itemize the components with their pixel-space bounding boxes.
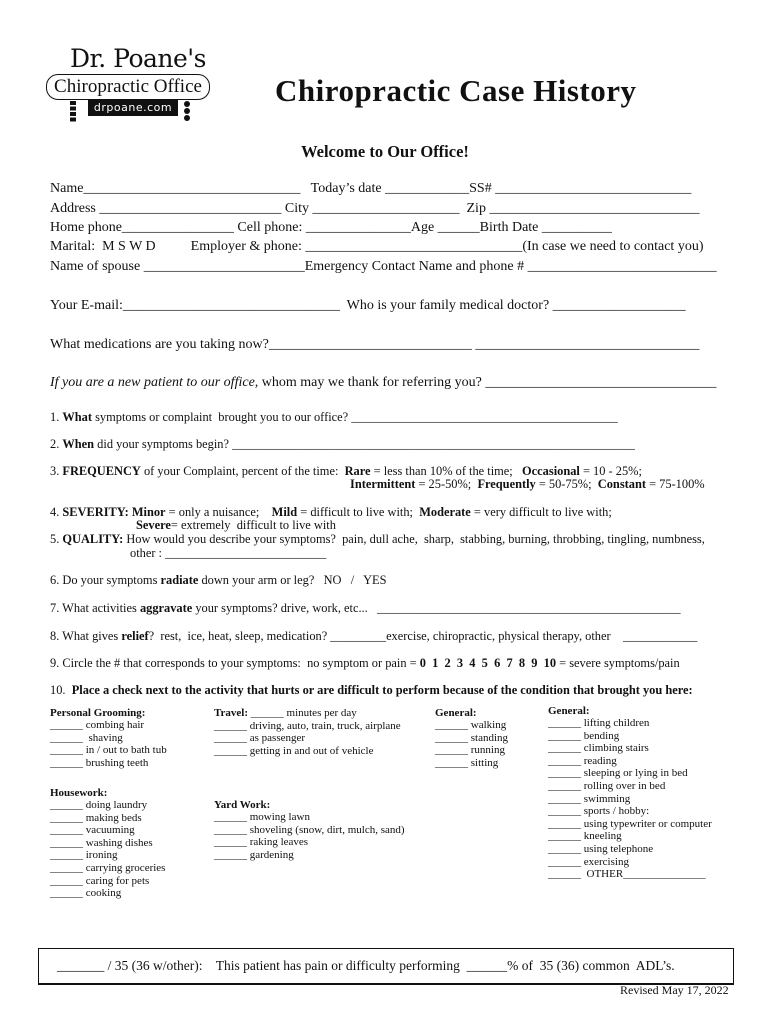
list-item[interactable]: ______ carrying groceries bbox=[50, 861, 166, 874]
spine-icon bbox=[68, 100, 78, 122]
list-item[interactable]: ______ washing dishes bbox=[50, 836, 153, 849]
general-section-2 bbox=[548, 705, 712, 881]
list-item[interactable]: ______ cooking bbox=[50, 887, 122, 900]
list-item[interactable]: ______ bending bbox=[548, 729, 620, 742]
list-item[interactable]: ______ sitting bbox=[435, 756, 499, 769]
page-title: Chiropractic Case History bbox=[275, 73, 637, 108]
spine-icon bbox=[180, 100, 194, 122]
question-9[interactable]: 9. Circle the # that corresponds to your symptoms: no symptom or pain = 0 1 2 3 4 5 6 7 8 9 10 = severe symptoms/pain bbox=[50, 656, 680, 670]
list-item[interactable]: ______ running bbox=[435, 744, 505, 757]
list-item[interactable]: ______ OTHER_______________ bbox=[548, 868, 706, 881]
list-item[interactable]: ______ using telephone bbox=[548, 842, 654, 855]
medications-line[interactable]: What medications are you taking now?_____________________________ ________________________________ bbox=[50, 337, 700, 352]
referral-line[interactable]: If you are a new patient to our office, whom may we thank for referring you? _________________________________ bbox=[50, 375, 717, 390]
yard-work-title: Yard Work: bbox=[214, 799, 271, 811]
list-item[interactable]: ______ ironing bbox=[50, 849, 118, 862]
list-item[interactable]: ______ gardening bbox=[214, 848, 294, 861]
travel-title[interactable]: Travel: ______ minutes per day bbox=[214, 707, 357, 719]
list-item[interactable]: ______ lifting children bbox=[548, 717, 650, 729]
email-doctor-line[interactable]: Your E-mail:_______________________________ Who is your family medical doctor? ___________________ bbox=[50, 298, 686, 313]
revision-date: Revised May 17, 2022 bbox=[620, 983, 729, 997]
list-item[interactable]: ______ rolling over in bed bbox=[548, 779, 666, 792]
office-logo bbox=[44, 42, 214, 126]
list-item[interactable]: ______ doing laundry bbox=[50, 799, 148, 811]
adl-summary-text[interactable]: _______ / 35 (36 w/other): This patient has pain or difficulty performing ______% of 35 (36) common ADL’s. bbox=[57, 958, 675, 973]
housework-section bbox=[50, 787, 165, 900]
list-item[interactable]: ______ sports / hobby: bbox=[548, 805, 650, 818]
list-item[interactable]: ______ vacuuming bbox=[50, 824, 135, 837]
welcome-heading: Welcome to Our Office! bbox=[301, 142, 469, 161]
list-item[interactable]: ______ as passenger bbox=[214, 732, 306, 745]
list-item[interactable]: ______ sleeping or lying in bed bbox=[548, 767, 688, 780]
question-10: 10. Place a check next to the activity that hurts or are difficult to perform because of the condition that brought you here: bbox=[50, 683, 693, 697]
question-5[interactable]: 5. QUALITY: How would you describe your symptoms? pain, dull ache, sharp, stabbing, burning, throbbing, tingling, numbness, bbox=[50, 532, 705, 546]
list-item[interactable]: ______ exercising bbox=[548, 855, 629, 868]
question-2[interactable]: 2. When did your symptoms begin? _________________________________________________________________ bbox=[50, 437, 635, 451]
general-title: General: bbox=[548, 705, 590, 717]
logo-website: drpoane.com bbox=[88, 100, 178, 116]
list-item[interactable]: ______ driving, auto, train, truck, airplane bbox=[214, 719, 401, 732]
phone-line[interactable]: Home phone________________ Cell phone: _______________Age ______Birth Date __________ bbox=[50, 220, 612, 235]
list-item[interactable]: ______ reading bbox=[548, 754, 617, 767]
logo-doctor-name: Dr. Poane's bbox=[70, 44, 207, 73]
question-8[interactable]: 8. What gives relief? rest, ice, heat, sleep, medication? _________exercise, chiropractic, physical therapy, other ____________ bbox=[50, 629, 698, 643]
list-item[interactable]: ______ raking leaves bbox=[214, 836, 309, 849]
question-3: 3. FREQUENCY of your Complaint, percent of the time: Rare = less than 10% of the time; Occasional = 10 - 25%; bbox=[50, 464, 642, 478]
personal-grooming-section bbox=[50, 707, 167, 769]
marital-employer-line[interactable]: Marital: M S W D Employer & phone: _______________________________(In case we need to contact you) bbox=[50, 239, 704, 254]
list-item[interactable]: ______ kneeling bbox=[548, 830, 622, 843]
logo-office-name: Chiropractic Office bbox=[46, 74, 210, 100]
list-item[interactable]: ______ combing hair bbox=[50, 719, 145, 731]
question-1[interactable]: 1. What symptoms or complaint brought you to our office? ___________________________________________ bbox=[50, 410, 618, 424]
list-item[interactable]: ______ brushing teeth bbox=[50, 756, 149, 769]
spouse-emergency-line[interactable]: Name of spouse _______________________Emergency Contact Name and phone # ___________________________ bbox=[50, 259, 717, 274]
question-4: 4. SEVERITY: Minor = only a nuisance; Mild = difficult to live with; Moderate = very difficult to live with; bbox=[50, 505, 612, 519]
personal-grooming-title: Personal Grooming: bbox=[50, 707, 146, 719]
list-item[interactable]: ______ mowing lawn bbox=[214, 811, 310, 823]
question-5-other[interactable]: other : __________________________ bbox=[130, 546, 327, 560]
list-item[interactable]: ______ shaving bbox=[50, 731, 123, 744]
list-item[interactable]: ______ getting in and out of vehicle bbox=[214, 744, 374, 757]
question-3-continued: Intermittent = 25-50%; Frequently = 50-75%; Constant = 75-100% bbox=[350, 477, 705, 491]
question-7[interactable]: 7. What activities aggravate your symptoms? drive, work, etc... _________________________________________________ bbox=[50, 601, 681, 615]
list-item[interactable]: ______ swimming bbox=[548, 792, 631, 805]
list-item[interactable]: ______ climbing stairs bbox=[548, 742, 649, 755]
travel-section bbox=[214, 707, 401, 757]
housework-title: Housework: bbox=[50, 787, 108, 799]
list-item[interactable]: ______ walking bbox=[435, 719, 507, 731]
general-title: General: bbox=[435, 707, 477, 719]
list-item[interactable]: ______ shoveling (snow, dirt, mulch, sand) bbox=[214, 823, 405, 836]
list-item[interactable]: ______ in / out to bath tub bbox=[50, 744, 167, 757]
question-6[interactable]: 6. Do your symptoms radiate down your arm or leg? NO / YES bbox=[50, 573, 387, 587]
list-item[interactable]: ______ caring for pets bbox=[50, 874, 150, 887]
question-4-continued: Severe= extremely difficult to live with bbox=[136, 518, 336, 532]
list-item[interactable]: ______ standing bbox=[435, 731, 509, 744]
list-item[interactable]: ______ making beds bbox=[50, 811, 142, 824]
yard-work-section bbox=[214, 799, 405, 861]
general-section-1 bbox=[435, 707, 508, 769]
name-line[interactable]: Name_______________________________ Today’s date ____________SS# ____________________________ bbox=[50, 181, 692, 196]
address-line[interactable]: Address __________________________ City _____________________ Zip ______________________________ bbox=[50, 201, 700, 216]
list-item[interactable]: ______ using typewriter or computer bbox=[548, 817, 712, 830]
